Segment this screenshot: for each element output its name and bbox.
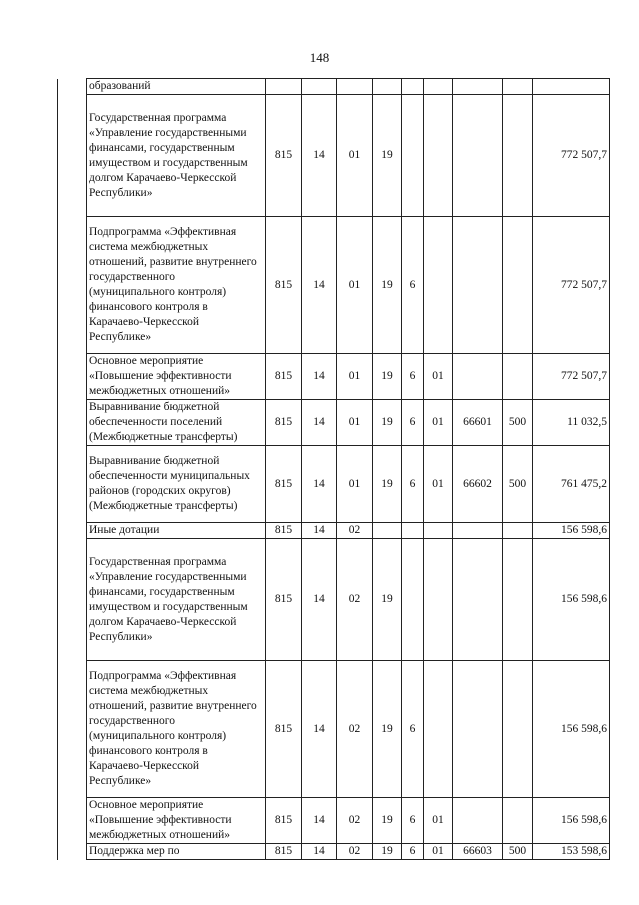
amount-cell: 156 598,6: [533, 539, 610, 661]
admin-code: 815: [266, 217, 302, 354]
subsection-code: 02: [337, 523, 373, 539]
amount-cell: 156 598,6: [533, 798, 610, 844]
amount-cell: 153 598,6: [533, 844, 610, 860]
subprogram-code: [402, 95, 424, 217]
admin-code: 815: [266, 95, 302, 217]
table-row: [58, 354, 610, 400]
table-row: [58, 217, 610, 354]
amount-cell: 156 598,6: [533, 523, 610, 539]
subsection-code: [337, 79, 373, 95]
subprogram-code: 6: [402, 798, 424, 844]
blank-cell: [58, 844, 87, 860]
program-code: 19: [373, 217, 402, 354]
expense-type-code: 500: [503, 844, 533, 860]
blank-cell: [58, 446, 87, 523]
expense-type-code: 500: [503, 446, 533, 523]
program-code: 19: [373, 661, 402, 798]
expense-type-code: [503, 539, 533, 661]
blank-cell: [58, 354, 87, 400]
direction-code: [453, 539, 503, 661]
blank-cell: [58, 661, 87, 798]
section-code: 14: [302, 217, 337, 354]
subsection-code: 02: [337, 798, 373, 844]
direction-code: 66601: [453, 400, 503, 446]
row-name: Государственная программа «Управление государственными финансами, государственным имуществом и государственным долгом Карачаево-Черкесской Республики»: [87, 95, 266, 217]
section-code: 14: [302, 446, 337, 523]
direction-code: [453, 798, 503, 844]
section-code: [302, 79, 337, 95]
section-code: 14: [302, 354, 337, 400]
direction-code: [453, 95, 503, 217]
program-code: 19: [373, 354, 402, 400]
direction-code: 66603: [453, 844, 503, 860]
admin-code: 815: [266, 446, 302, 523]
program-code: 19: [373, 798, 402, 844]
activity-code: [424, 95, 453, 217]
section-code: 14: [302, 661, 337, 798]
section-code: 14: [302, 539, 337, 661]
activity-code: [424, 539, 453, 661]
expense-type-code: [503, 79, 533, 95]
row-name: Подпрограмма «Эффективная система межбюджетных отношений, развитие внутреннего государственного (муниципального контроля) финансового контроля в Карачаево-Черкесской Республике»: [87, 661, 266, 798]
subprogram-code: 6: [402, 217, 424, 354]
row-name: Подпрограмма «Эффективная система межбюджетных отношений, развитие внутреннего государственного (муниципального контроля) финансового контроля в Карачаево-Черкесской Республике»: [87, 217, 266, 354]
table-row: [58, 539, 610, 661]
activity-code: 01: [424, 446, 453, 523]
section-code: 14: [302, 798, 337, 844]
amount-cell: 11 032,5: [533, 400, 610, 446]
table-row: [58, 661, 610, 798]
activity-code: [424, 661, 453, 798]
page-number: 148: [309, 50, 330, 65]
table-row: [58, 95, 610, 217]
direction-code: [453, 523, 503, 539]
blank-cell: [58, 400, 87, 446]
expense-type-code: [503, 798, 533, 844]
admin-code: 815: [266, 523, 302, 539]
expense-type-code: [503, 217, 533, 354]
section-code: 14: [302, 844, 337, 860]
blank-cell: [58, 798, 87, 844]
table-row: [58, 798, 610, 844]
budget-table: [57, 78, 610, 860]
row-name: Государственная программа «Управление государственными финансами, государственным имуществом и государственным долгом Карачаево-Черкесской Республики»: [87, 539, 266, 661]
row-name: Основное мероприятие «Повышение эффективности межбюджетных отношений»: [87, 354, 266, 400]
program-code: 19: [373, 400, 402, 446]
expense-type-code: [503, 95, 533, 217]
subprogram-code: 6: [402, 354, 424, 400]
subsection-code: 01: [337, 217, 373, 354]
blank-cell: [58, 79, 87, 95]
activity-code: 01: [424, 798, 453, 844]
direction-code: [453, 354, 503, 400]
program-code: 19: [373, 95, 402, 217]
activity-code: 01: [424, 400, 453, 446]
amount-cell: 772 507,7: [533, 217, 610, 354]
subprogram-code: [402, 539, 424, 661]
admin-code: 815: [266, 661, 302, 798]
amount-cell: [533, 79, 610, 95]
row-name: Поддержка мер по: [87, 844, 266, 860]
admin-code: [266, 79, 302, 95]
program-code: 19: [373, 844, 402, 860]
table-row: [58, 400, 610, 446]
subsection-code: 01: [337, 354, 373, 400]
subprogram-code: [402, 523, 424, 539]
subsection-code: 02: [337, 661, 373, 798]
section-code: 14: [302, 400, 337, 446]
activity-code: 01: [424, 354, 453, 400]
section-code: 14: [302, 523, 337, 539]
row-name: Иные дотации: [87, 523, 266, 539]
expense-type-code: [503, 523, 533, 539]
table-row: [58, 446, 610, 523]
activity-code: [424, 217, 453, 354]
blank-cell: [58, 95, 87, 217]
amount-cell: 772 507,7: [533, 354, 610, 400]
program-code: [373, 79, 402, 95]
program-code: 19: [373, 539, 402, 661]
admin-code: 815: [266, 539, 302, 661]
subprogram-code: 6: [402, 400, 424, 446]
subsection-code: 01: [337, 446, 373, 523]
expense-type-code: [503, 661, 533, 798]
subsection-code: 02: [337, 844, 373, 860]
activity-code: [424, 523, 453, 539]
program-code: 19: [373, 446, 402, 523]
activity-code: 01: [424, 844, 453, 860]
row-name: образований: [87, 79, 266, 95]
blank-cell: [58, 539, 87, 661]
section-code: 14: [302, 95, 337, 217]
admin-code: 815: [266, 844, 302, 860]
admin-code: 815: [266, 798, 302, 844]
blank-cell: [58, 217, 87, 354]
subprogram-code: 6: [402, 844, 424, 860]
direction-code: 66602: [453, 446, 503, 523]
row-name: Выравнивание бюджетной обеспеченности муниципальных районов (городских округов) (Межбюджетные трансферты): [87, 446, 266, 523]
subprogram-code: 6: [402, 446, 424, 523]
subsection-code: 01: [337, 95, 373, 217]
direction-code: [453, 661, 503, 798]
row-name: Выравнивание бюджетной обеспеченности поселений (Межбюджетные трансферты): [87, 400, 266, 446]
blank-cell: [58, 523, 87, 539]
table-row: [58, 844, 610, 860]
program-code: [373, 523, 402, 539]
subsection-code: 02: [337, 539, 373, 661]
activity-code: [424, 79, 453, 95]
subprogram-code: [402, 79, 424, 95]
admin-code: 815: [266, 400, 302, 446]
amount-cell: 772 507,7: [533, 95, 610, 217]
direction-code: [453, 217, 503, 354]
expense-type-code: 500: [503, 400, 533, 446]
amount-cell: 156 598,6: [533, 661, 610, 798]
direction-code: [453, 79, 503, 95]
subprogram-code: 6: [402, 661, 424, 798]
expense-type-code: [503, 354, 533, 400]
row-name: Основное мероприятие «Повышение эффективности межбюджетных отношений»: [87, 798, 266, 844]
table-row: [58, 79, 610, 95]
table-row: [58, 523, 610, 539]
subsection-code: 01: [337, 400, 373, 446]
amount-cell: 761 475,2: [533, 446, 610, 523]
admin-code: 815: [266, 354, 302, 400]
